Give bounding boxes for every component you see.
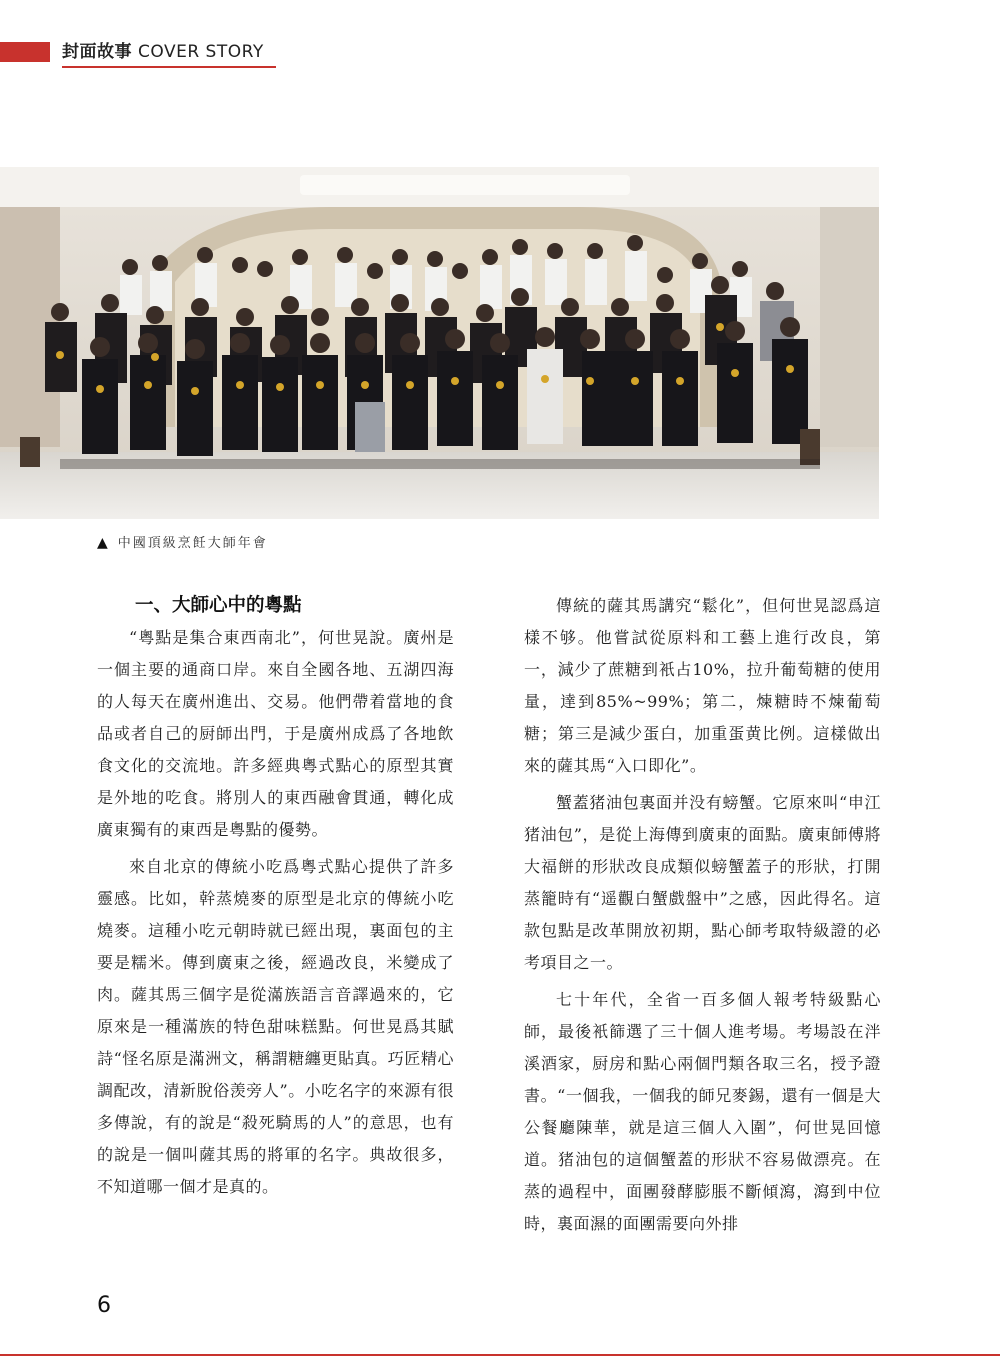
group-photo-illustration [0,167,879,519]
caption-triangle-icon: ▲ [97,535,110,551]
section-header [62,40,264,64]
caption-text: 中國頂級烹飪大師年會 [117,536,268,551]
header-accent-bar [0,42,50,62]
paragraph: 來自北京的傳統小吃爲粵式點心提供了許多靈感。比如，幹蒸燒麥的原型是北京的傳統小吃燒麥。這種小吃元朝時就已經出現，裏面包的主要是糯米。傳到廣東之後，經過改良，米變成了肉。薩其馬三個字是從滿族語言音譯過來的，它原來是一種滿族的特色甜味糕點。何世晃爲其賦詩“怪名原是滿洲文，稱謂糖纏更貼真。巧匠精心調配改，清新脫俗羡旁人”。小吃名字的來源有很多傳說，有的說是“殺死騎馬的人”的意思，也有的說是一個叫薩其馬的將軍的名字。典故很多，不知道哪一個才是真的。 [97,857,454,1196]
article-heading: 一、大師心中的粵點 [135,595,302,616]
paragraph: “粵點是集合東西南北”，何世晃說。廣州是一個主要的通商口岸。來自全國各地、五湖四海的人每天在廣州進出、交易。他們帶着當地的食品或者自己的厨師出門，于是廣州成爲了各地飲食文化的交流地。許多經典粵式點心的原型其實是外地的吃食。將別人的東西融會貫通，轉化成廣東獨有的東西是粵點的優勢。 [97,628,454,839]
page-number: 6 [97,1293,111,1318]
paragraph: 傳統的薩其馬講究“鬆化”，但何世晃認爲這樣不够。他嘗試從原料和工藝上進行改良，第一，減少了蔗糖到衹占10%，拉升葡萄糖的使用量，達到85%~99%；第二，煉糖時不煉葡萄糖；第三是減少蛋白，加重蛋黄比例。這樣做出來的薩其馬“入口即化”。 [524,596,881,775]
article-column-right [524,590,881,1245]
header-underline [62,66,276,68]
section-title-cn: 封面故事 [62,42,132,62]
paragraph: 蟹蓋猪油包裏面并没有螃蟹。它原來叫“申江猪油包”，是從上海傳到廣東的面點。廣東師傅將大福餅的形狀改良成類似螃蟹蓋子的形狀，打開蒸籠時有“遥觀白蟹戲盤中”之感，因此得名。這款包點是改革開放初期，點心師考取特級證的必考項目之一。 [524,793,881,972]
article-column-left [97,590,454,1208]
paragraph: 七十年代，全省一百多個人報考特級點心師，最後衹篩選了三十個人進考場。考場設在泮溪酒家，厨房和點心兩個門類各取三名，授予證書。“一個我，一個我的師兄麥錫，還有一個是大公餐廳陳華，就是這三個人入圍”，何世晃回憶道。猪油包的這個蟹蓋的形狀不容易做漂亮。在蒸的過程中，面團發酵膨脹不斷傾瀉，瀉到中位時，裏面濕的面團需要向外排 [524,990,881,1233]
group-photo [0,167,879,519]
photo-caption [97,533,268,554]
section-title-en: COVER STORY [138,42,264,62]
